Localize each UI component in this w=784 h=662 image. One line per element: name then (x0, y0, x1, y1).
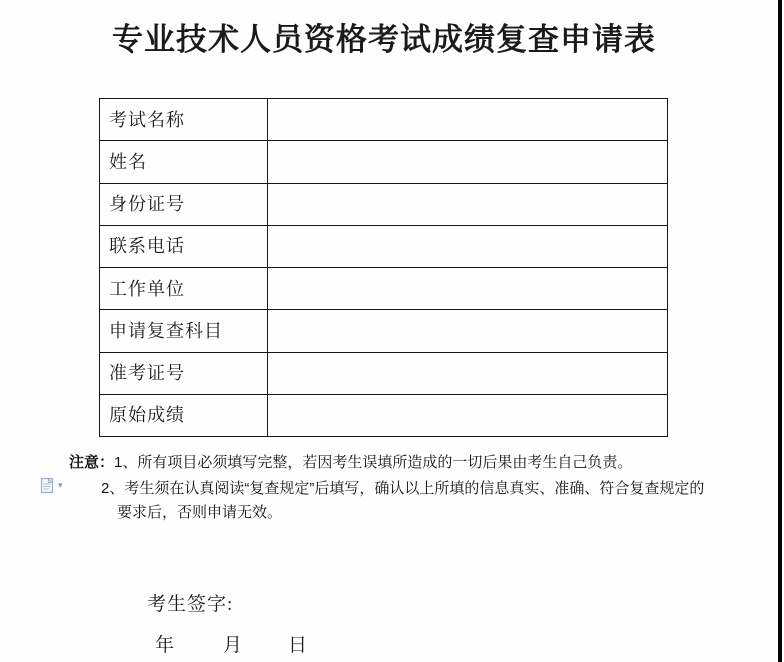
note-line-3 (117, 503, 282, 522)
paste-options-document-icon (40, 477, 55, 494)
label-name: 姓名 (100, 141, 268, 183)
scanned-edge-bar (778, 0, 782, 662)
value-review-subjects-field[interactable] (268, 310, 668, 352)
date-year-label: 年 (155, 635, 175, 656)
chevron-down-icon: ▾ (58, 480, 63, 490)
label-contact-phone: 联系电话 (100, 225, 268, 267)
table-row-exam-name (100, 99, 668, 141)
date-day-label: 日 (288, 635, 308, 656)
table-row-id-number (100, 183, 668, 225)
table-row-name (100, 141, 668, 183)
label-work-unit: 工作单位 (100, 268, 268, 310)
label-review-subjects: 申请复查科目 (100, 310, 268, 352)
value-contact-phone-field[interactable] (268, 225, 668, 267)
page-title: 专业技术人员资格考试成绩复查申请表 (112, 22, 656, 57)
value-exam-name-field[interactable] (268, 99, 668, 141)
note-item-2-line-2: 要求后，否则申请无效。 (117, 504, 283, 521)
label-id-number: 身份证号 (100, 183, 268, 225)
table-row-original-score (100, 394, 668, 436)
note-item-1: 1、所有项目必须填写完整，若因考生误填所造成的一切后果由考生自己负责。 (114, 454, 633, 471)
examinee-signature-label: 考生签字: (147, 594, 234, 615)
value-admission-ticket-field[interactable] (268, 352, 668, 394)
value-name-field[interactable] (268, 141, 668, 183)
value-original-score-field[interactable] (268, 394, 668, 436)
value-work-unit-field[interactable] (268, 268, 668, 310)
note-line-2 (101, 479, 704, 498)
paste-options-button[interactable] (40, 477, 63, 494)
table-row-review-subjects (100, 310, 668, 352)
value-id-number-field[interactable] (268, 183, 668, 225)
review-application-table (99, 98, 668, 437)
label-admission-ticket: 准考证号 (100, 352, 268, 394)
label-original-score: 原始成绩 (100, 394, 268, 436)
note-heading: 注意： (69, 454, 115, 471)
label-exam-name: 考试名称 (100, 99, 268, 141)
table-row-contact-phone (100, 225, 668, 267)
date-month-label: 月 (223, 635, 243, 656)
table-row-admission-ticket (100, 352, 668, 394)
note-item-2-line-1: 2、考生须在认真阅读“复查规定”后填写，确认以上所填的信息真实、准确、符合复查规定的 (101, 480, 705, 497)
note-line-1 (69, 453, 632, 472)
table-row-work-unit (100, 268, 668, 310)
